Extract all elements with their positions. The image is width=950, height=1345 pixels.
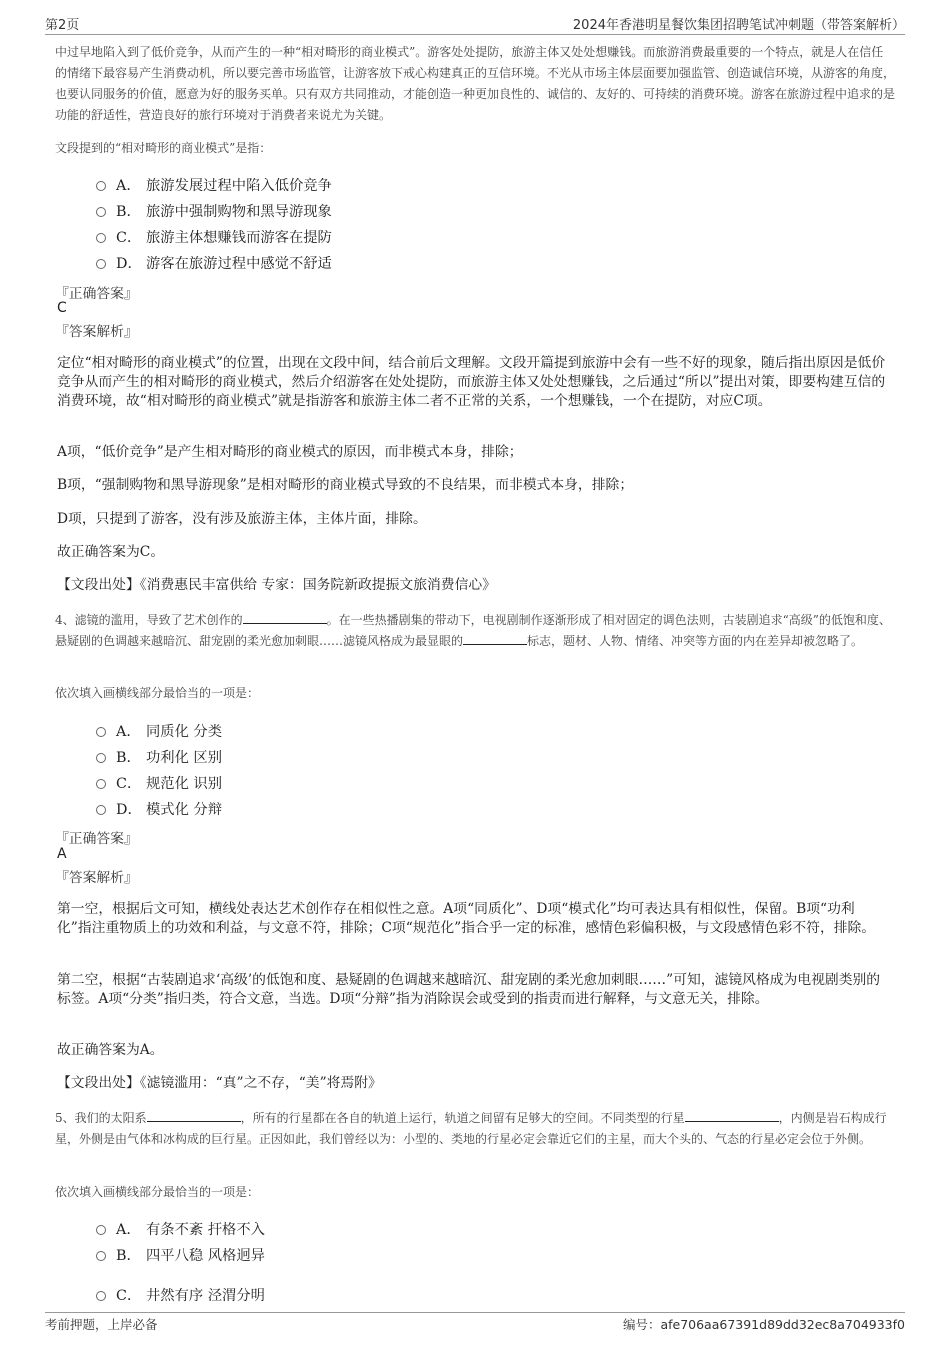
q5-blank-1 [147, 1109, 241, 1122]
q5-blank-2 [685, 1109, 779, 1122]
q4-blank-2 [463, 632, 527, 645]
q4-blank-1 [243, 611, 327, 624]
document-id: 编号：afe706aa67391d89dd32ec8a704933f0 [622, 1317, 905, 1332]
radio-icon[interactable] [96, 181, 106, 191]
q3-option-d[interactable]: D． 游客在旅游过程中感觉不舒适 [96, 253, 332, 273]
q3-question: 文段提到的“相对畸形的商业模式”是指： [55, 141, 272, 155]
q3-source: 【文段出处】《消费惠民丰富供给 专家：国务院新政提振文旅消费信心》 [57, 577, 496, 593]
radio-icon[interactable] [96, 259, 106, 269]
q3-option-b[interactable]: B． 旅游中强制购物和黑导游现象 [96, 201, 332, 221]
q3-analysis-2: A项，“低价竞争”是产生相对畸形的商业模式的原因，而非模式本身，排除； [57, 444, 523, 460]
page-header [45, 12, 905, 35]
q4-analysis-3: 故正确答案为A。 [57, 1042, 164, 1058]
q3-analysis-1: 定位“相对畸形的商业模式”的位置，出现在文段中间，结合前后文理解。文段开篇提到旅游中会有一些不好的现象，随后指出原因是低价竞争从而产生的相对畸形的商业模式，然后介绍游客在处处提防，而旅游主体又处处想赚钱，之后通过“所以”提出对策，即要构建互信的消费环境，故“相对畸形的商业模式”就是指游客和旅游主体二者不正常的关系，一个想赚钱，一个在提防，对应C项。 [57, 355, 886, 409]
q3-analysis-4: D项，只提到了游客，没有涉及旅游主体，主体片面，排除。 [57, 511, 427, 527]
q4-option-a[interactable]: A． 同质化 分类 [96, 721, 222, 741]
radio-icon[interactable] [96, 779, 106, 789]
q4-answer: A [57, 846, 67, 862]
radio-icon[interactable] [96, 727, 106, 737]
q3-analysis-3: B项，“强制购物和黑导游现象”是相对畸形的商业模式导致的不良结果，而非模式本身，排除； [57, 477, 634, 493]
document-title: 2024年香港明星餐饮集团招聘笔试冲刺题（带答案解析） [572, 18, 905, 33]
radio-icon[interactable] [96, 233, 106, 243]
q4-option-b[interactable]: B． 功利化 区别 [96, 747, 222, 767]
q3-option-a[interactable]: A． 旅游发展过程中陷入低价竞争 [96, 175, 332, 195]
radio-icon[interactable] [96, 207, 106, 217]
q4-analysis-1: 第一空，根据后文可知，横线处表达艺术创作存在相似性之意。A项“同质化”、D项“模式化”均可表达具有相似性，保留。B项“功利化”指注重物质上的功效和利益，与文意不符，排除；C项“规范化”指合乎一定的标准，感情色彩偏积极，与文段感情色彩不符，排除。 [57, 901, 876, 936]
q4-question: 依次填入画横线部分最恰当的一项是： [55, 686, 260, 700]
radio-icon[interactable] [96, 1225, 106, 1235]
q5-question: 依次填入画横线部分最恰当的一项是： [55, 1185, 260, 1199]
q5-option-b[interactable]: B． 四平八稳 风格迥异 [96, 1245, 265, 1265]
q4-source: 【文段出处】《滤镜滥用：“真”之不存，“美”将焉附》 [57, 1075, 382, 1091]
radio-icon[interactable] [96, 753, 106, 763]
q5-stem: 5、我们的太阳系 ，所有的行星都在各自的轨道上运行，轨道之间留有足够大的空间。不同类型的行星 ，内侧是岩石构成行星，外侧是由气体和冰构成的巨行星。正因如此，我们曾经以为：小型的、类地的行星必定会靠近它们的主星，而大个头的、气态的行星必定会位于外侧。 [55, 1111, 887, 1146]
footer-slogan: 考前押题，上岸必备 [45, 1317, 158, 1332]
q5-option-c[interactable]: C． 井然有序 泾渭分明 [96, 1285, 265, 1305]
q4-option-d[interactable]: D． 模式化 分辩 [96, 799, 222, 819]
q4-analysis-label: 『答案解析』 [55, 870, 138, 886]
page-number: 第2页 [45, 18, 80, 33]
radio-icon[interactable] [96, 1291, 106, 1301]
q3-analysis-5: 故正确答案为C。 [57, 544, 165, 560]
q3-option-c[interactable]: C． 旅游主体想赚钱而游客在提防 [96, 227, 332, 247]
q4-analysis-2: 第二空，根据“古装剧追求‘高级’的低饱和度、悬疑剧的色调越来越暗沉、甜宠剧的柔光愈加刺眼……”可知，滤镜风格成为电视剧类别的标签。A项“分类”指归类，符合文意，当选。D项“分辩”指为消除误会或受到的指责而进行解释，与文意无关，排除。 [57, 972, 881, 1007]
q4-option-c[interactable]: C． 规范化 识别 [96, 773, 222, 793]
q3-passage: 中过早地陷入到了低价竞争，从而产生的一种“相对畸形的商业模式”。游客处处提防，旅游主体又处处想赚钱。而旅游消费最重要的一个特点，就是人在信任的情绪下最容易产生消费动机，所以要完善市场监管，让游客放下戒心构建真正的互信环境。不光从市场主体层面要加强监管、创造诚信环境，从游客的角度，也要认同服务的价值，愿意为好的服务买单。只有双方共同推动，才能创造一种更加良性的、诚信的、友好的、可持续的消费环境。游客在旅游过程中追求的是功能的舒适性，营造良好的旅行环境对于消费者来说尤为关键。 [55, 45, 896, 122]
radio-icon[interactable] [96, 1251, 106, 1261]
q4-answer-label: 『正确答案』 [55, 831, 138, 847]
q3-answer-label: 『正确答案』 [55, 286, 138, 302]
radio-icon[interactable] [96, 805, 106, 815]
q3-answer: C [57, 300, 67, 316]
q4-stem: 4、滤镜的滥用，导致了艺术创作的 。在一些热播剧集的带动下，电视剧制作逐渐形成了相对固定的调色法则，古装剧追求“高级”的低饱和度、悬疑剧的色调越来越暗沉、甜宠剧的柔光愈加刺眼……滤镜风格成为最显眼的 标志，题材、人物、情绪、冲突等方面的内在差异却被忽略了。 [55, 613, 891, 648]
page-footer [45, 1312, 905, 1333]
q5-option-a[interactable]: A． 有条不紊 扞格不入 [96, 1219, 265, 1239]
q3-analysis-label: 『答案解析』 [55, 324, 138, 340]
